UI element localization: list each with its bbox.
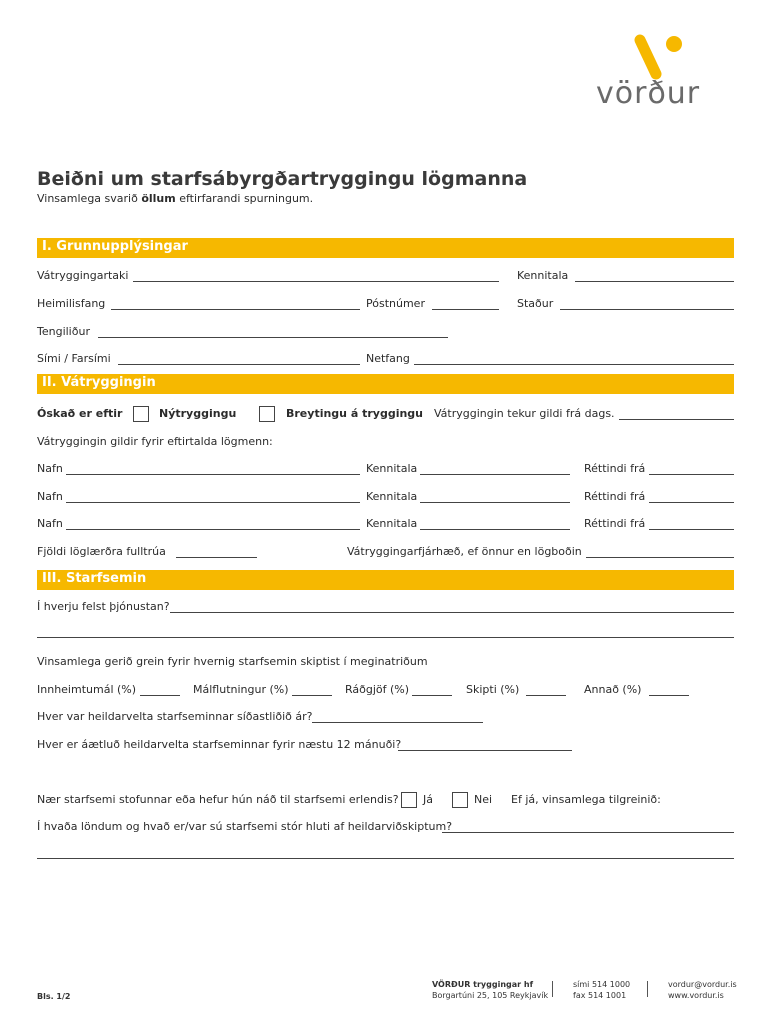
section-header-vatryggingin <box>37 374 734 394</box>
field-hverju-line2[interactable] <box>37 637 734 638</box>
field-londum[interactable] <box>442 832 734 833</box>
label-annad: Annað (%) <box>584 683 642 696</box>
subtitle-before: Vinsamlega svarið <box>37 192 142 205</box>
label-stadur: Staður <box>517 297 554 310</box>
field-kennitala[interactable] <box>575 281 734 282</box>
checkbox-ja[interactable] <box>401 792 417 808</box>
section-header-starfsemin <box>37 570 734 590</box>
section-title: II. Vátryggingin <box>42 375 156 390</box>
label-tilgreinid: Ef já, vinsamlega tilgreinið: <box>511 793 661 806</box>
field-nafn[interactable] <box>66 502 360 503</box>
field-kennitala[interactable] <box>420 529 570 530</box>
field-londum-line2[interactable] <box>37 858 734 859</box>
field-rettindi[interactable] <box>649 502 734 503</box>
label-malflutningur: Málflutningur (%) <box>193 683 289 696</box>
footer-contact-block <box>668 979 737 1001</box>
page-title: Beiðni um starfsábyrgðartryggingu lögmanna <box>37 168 528 190</box>
footer-email[interactable]: vordur@vordur.is <box>668 980 737 989</box>
label-londum: Í hvaða löndum og hvað er/var sú starfsemi stór hluti af heildarviðskiptum? <box>37 820 453 833</box>
footer-divider <box>552 981 553 997</box>
checkbox-nytrygging[interactable] <box>133 406 149 422</box>
label-gildi: Vátryggingin tekur gildi frá dags. <box>434 407 615 420</box>
footer-company: VÖRÐUR tryggingar hf <box>432 980 534 989</box>
field-stadur[interactable] <box>560 309 734 310</box>
field-heimilisfang[interactable] <box>111 309 360 310</box>
label-fjarhaed: Vátryggingarfjárhæð, ef önnur en lögboðin <box>347 545 582 558</box>
checkbox-nei[interactable] <box>452 792 468 808</box>
section-header-grunnupplysingar <box>37 238 734 258</box>
footer-phone: sími 514 1000 <box>573 980 631 989</box>
label-nytrygging: Nýtryggingu <box>159 407 237 420</box>
field-tengilidur[interactable] <box>98 337 448 338</box>
label-nafn: Nafn <box>37 462 63 475</box>
field-nafn[interactable] <box>66 474 360 475</box>
label-nei: Nei <box>474 793 493 806</box>
field-skipti[interactable] <box>526 695 566 696</box>
label-heimilisfang: Heimilisfang <box>37 297 106 310</box>
field-annad[interactable] <box>649 695 689 696</box>
label-oskad: Óskað er eftir <box>37 407 123 420</box>
label-hverju: Í hverju felst þjónustan? <box>37 600 170 613</box>
label-gildir-fyrir: Vátryggingin gildir fyrir eftirtalda lögmenn: <box>37 435 273 448</box>
field-rettindi[interactable] <box>649 474 734 475</box>
label-aaetlud: Hver er áætluð heildarvelta starfseminnar fyrir næstu 12 mánuði? <box>37 738 402 751</box>
label-breyting: Breytingu á tryggingu <box>286 407 423 420</box>
label-kennitala: Kennitala <box>366 517 418 530</box>
field-hverju[interactable] <box>170 612 734 613</box>
subtitle-bold: öllum <box>141 192 176 205</box>
footer-divider <box>647 981 648 997</box>
label-rettindi: Réttindi frá <box>584 490 646 503</box>
field-kennitala[interactable] <box>420 474 570 475</box>
footer-company-block <box>432 979 548 1001</box>
footer-phone-block <box>573 979 630 1001</box>
field-simi[interactable] <box>118 364 360 365</box>
label-skipti: Skipti (%) <box>466 683 520 696</box>
label-radgjof: Ráðgjöf (%) <box>345 683 410 696</box>
label-heildarvelta: Hver var heildarvelta starfseminnar síðastliðið ár? <box>37 710 313 723</box>
label-ja: Já <box>423 793 433 806</box>
label-vatryggingartaki: Vátryggingartaki <box>37 269 129 282</box>
field-vatryggingartaki[interactable] <box>133 281 499 282</box>
field-postnumer[interactable] <box>432 309 499 310</box>
footer-web[interactable]: www.vordur.is <box>668 991 724 1000</box>
checkbox-breyting[interactable] <box>259 406 275 422</box>
field-fjarhaed[interactable] <box>586 557 734 558</box>
footer-fax: fax 514 1001 <box>573 991 627 1000</box>
label-kennitala: Kennitala <box>366 490 418 503</box>
field-netfang[interactable] <box>414 364 734 365</box>
label-nafn: Nafn <box>37 517 63 530</box>
logo <box>596 34 731 114</box>
label-postnumer: Póstnúmer <box>366 297 425 310</box>
label-fjoldi: Fjöldi löglærðra fulltrúa <box>37 545 166 558</box>
label-simi: Sími / Farsími <box>37 352 111 365</box>
field-aaetlud[interactable] <box>398 750 572 751</box>
label-kennitala: Kennitala <box>517 269 569 282</box>
section-title: III. Starfsemin <box>42 571 147 586</box>
page-number: Bls. 1/2 <box>37 992 71 1001</box>
label-rettindi: Réttindi frá <box>584 462 646 475</box>
label-netfang: Netfang <box>366 352 410 365</box>
label-tengilidur: Tengiliður <box>37 325 90 338</box>
field-innheimta[interactable] <box>140 695 180 696</box>
field-radgjof[interactable] <box>412 695 452 696</box>
logo-wordmark: vörður <box>596 76 701 111</box>
field-nafn[interactable] <box>66 529 360 530</box>
field-kennitala[interactable] <box>420 502 570 503</box>
field-malflutningur[interactable] <box>292 695 332 696</box>
subtitle-after: eftirfarandi spurningum. <box>175 192 314 205</box>
label-grein: Vinsamlega gerið grein fyrir hvernig starfsemin skiptist í meginatriðum <box>37 655 428 668</box>
label-nafn: Nafn <box>37 490 63 503</box>
label-rettindi: Réttindi frá <box>584 517 646 530</box>
field-heildarvelta[interactable] <box>312 722 483 723</box>
footer-address: Borgartúni 25, 105 Reykjavík <box>432 991 549 1000</box>
field-rettindi[interactable] <box>649 529 734 530</box>
label-erlendis: Nær starfsemi stofunnar eða hefur hún náð til starfsemi erlendis? <box>37 793 399 806</box>
page-subtitle <box>37 192 313 205</box>
section-title: I. Grunnupplýsingar <box>42 239 188 254</box>
field-gildi-dags[interactable] <box>619 419 734 420</box>
field-fjoldi[interactable] <box>176 557 257 558</box>
label-innheimta: Innheimtumál (%) <box>37 683 137 696</box>
label-kennitala: Kennitala <box>366 462 418 475</box>
